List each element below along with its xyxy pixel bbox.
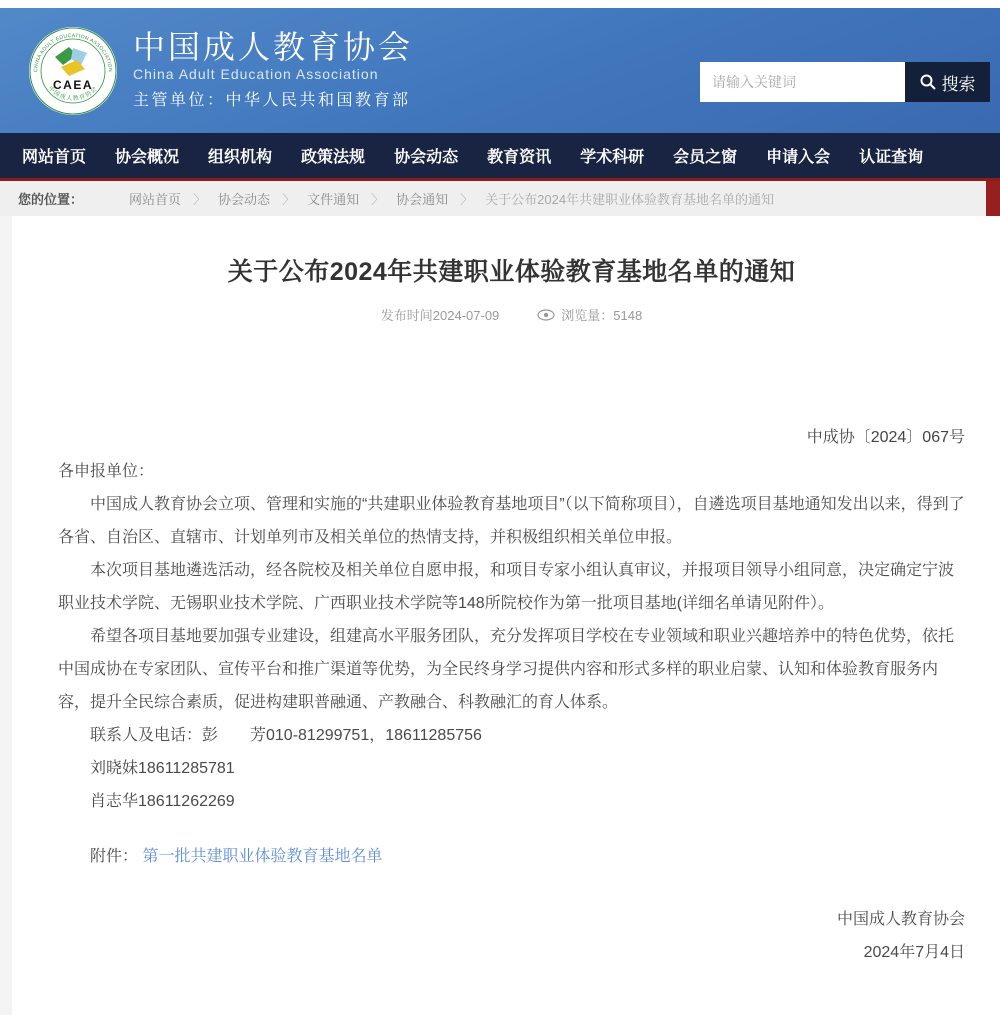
salutation: 各申报单位： (58, 463, 155, 480)
search-icon (920, 74, 936, 90)
nav-item-home[interactable]: 网站首页 (22, 149, 87, 166)
org-supervisor: 主管单位：中华人民共和国教育部 (133, 92, 411, 110)
attachment-row (58, 840, 965, 873)
org-name-cn: 中国成人教育协会 (133, 28, 414, 65)
eye-icon (537, 309, 555, 321)
top-margin-strip (0, 0, 1000, 8)
org-identity (133, 28, 414, 111)
breadcrumb-item-notices[interactable]: 协会通知 (396, 192, 449, 207)
chevron-right-icon: 〉 (282, 192, 296, 207)
svg-text:中国成人教育协会: 中国成人教育协会 (46, 85, 100, 102)
chevron-right-icon: 〉 (460, 192, 474, 207)
breadcrumb-item-documents[interactable]: 文件通知 (307, 192, 360, 207)
nav-item-policy[interactable]: 政策法规 (301, 149, 366, 166)
paragraph-1: 中国成人教育协会立项、管理和实施的“共建职业体验教育基地项目”（以下简称项目），自遴选项目基地通知发出以来，得到了各省、自治区、直辖市、计划单列市及相关单位的热情支持，并积极组织相关单位申报。 (58, 496, 965, 546)
contact-line-1: 联系人及电话：彭 芳010-81299751，18611285756 (90, 727, 482, 744)
org-name-en: China Adult Education Association (133, 66, 379, 83)
article-card (12, 216, 1000, 1015)
article-meta (58, 305, 965, 324)
site-header (0, 8, 1000, 133)
nav-item-education-info[interactable]: 教育资讯 (487, 149, 552, 166)
svg-text:CHINA ADULT EDUCATION ASSOCIAT: CHINA ADULT EDUCATION ASSOCIATION (32, 32, 114, 72)
search-box (700, 62, 990, 102)
breadcrumb-item-home[interactable]: 网站首页 (129, 192, 182, 207)
chevron-right-icon: 〉 (193, 192, 207, 207)
view-count (537, 305, 642, 324)
svg-text:CAEA: CAEA (52, 77, 94, 92)
nav-item-organization[interactable]: 组织机构 (208, 149, 273, 166)
attachment-link[interactable]: 第一批共建职业体验教育基地名单 (142, 848, 383, 865)
attachment-label: 附件： (90, 848, 139, 865)
paragraph-2: 本次项目基地遴选活动，经各院校及相关单位自愿申报，和项目专家小组认真审议，并报项目领导小组同意，决定确定宁波职业技术学院、无锡职业技术学院、广西职业技术学院等148所院校作为第一批项目基地(详细名单请见附件）。 (58, 562, 955, 612)
article-title: 关于公布2024年共建职业体验教育基地名单的通知 (227, 258, 796, 286)
breadcrumb-item-news[interactable]: 协会动态 (218, 192, 271, 207)
caea-logo-icon (28, 26, 118, 116)
search-button-label: 搜索 (941, 74, 976, 94)
view-count-label: 浏览量：5148 (561, 308, 643, 323)
contact-line-2: 刘晓妹18611285781 (90, 760, 235, 777)
signature-block (58, 903, 965, 969)
publish-time: 发布时间2024-07-09 (380, 308, 500, 323)
chevron-right-icon: 〉 (371, 192, 385, 207)
nav-item-certification[interactable]: 认证查询 (859, 149, 924, 166)
search-input[interactable] (700, 62, 905, 102)
paragraph-3: 希望各项目基地要加强专业建设，组建高水平服务团队，充分发挥项目学校在专业领域和职业兴趣培养中的特色优势，依托中国成协在专家团队、宣传平台和推广渠道等优势，为全民终身学习提供内容和形式多样的职业启蒙、认知和体验教育服务内容，提升全民综合素质，促进构建职普融通、产教融合、科教融汇的育人体系。 (58, 628, 955, 711)
signature-org: 中国成人教育协会 (836, 911, 965, 928)
site-logo[interactable] (28, 26, 118, 116)
document-number: 中成协〔2024〕067号 (806, 429, 965, 446)
signature-date: 2024年7月4日 (863, 944, 965, 961)
breadcrumb-current-page: 关于公布2024年共建职业体验教育基地名单的通知 (485, 192, 775, 207)
nav-item-research[interactable]: 学术科研 (580, 149, 645, 166)
nav-item-members[interactable]: 会员之窗 (673, 149, 738, 166)
contact-line-3: 肖志华18611262269 (90, 793, 235, 810)
breadcrumb-prefix: 您的位置： (18, 192, 84, 207)
breadcrumb (0, 181, 1000, 216)
breadcrumb-right-accent (986, 181, 1000, 216)
search-button[interactable] (905, 62, 990, 102)
article-body (58, 455, 965, 818)
nav-item-news[interactable]: 协会动态 (394, 149, 459, 166)
nav-item-about[interactable]: 协会概况 (115, 149, 180, 166)
main-nav (0, 133, 1000, 178)
nav-item-apply[interactable]: 申请入会 (766, 149, 831, 166)
